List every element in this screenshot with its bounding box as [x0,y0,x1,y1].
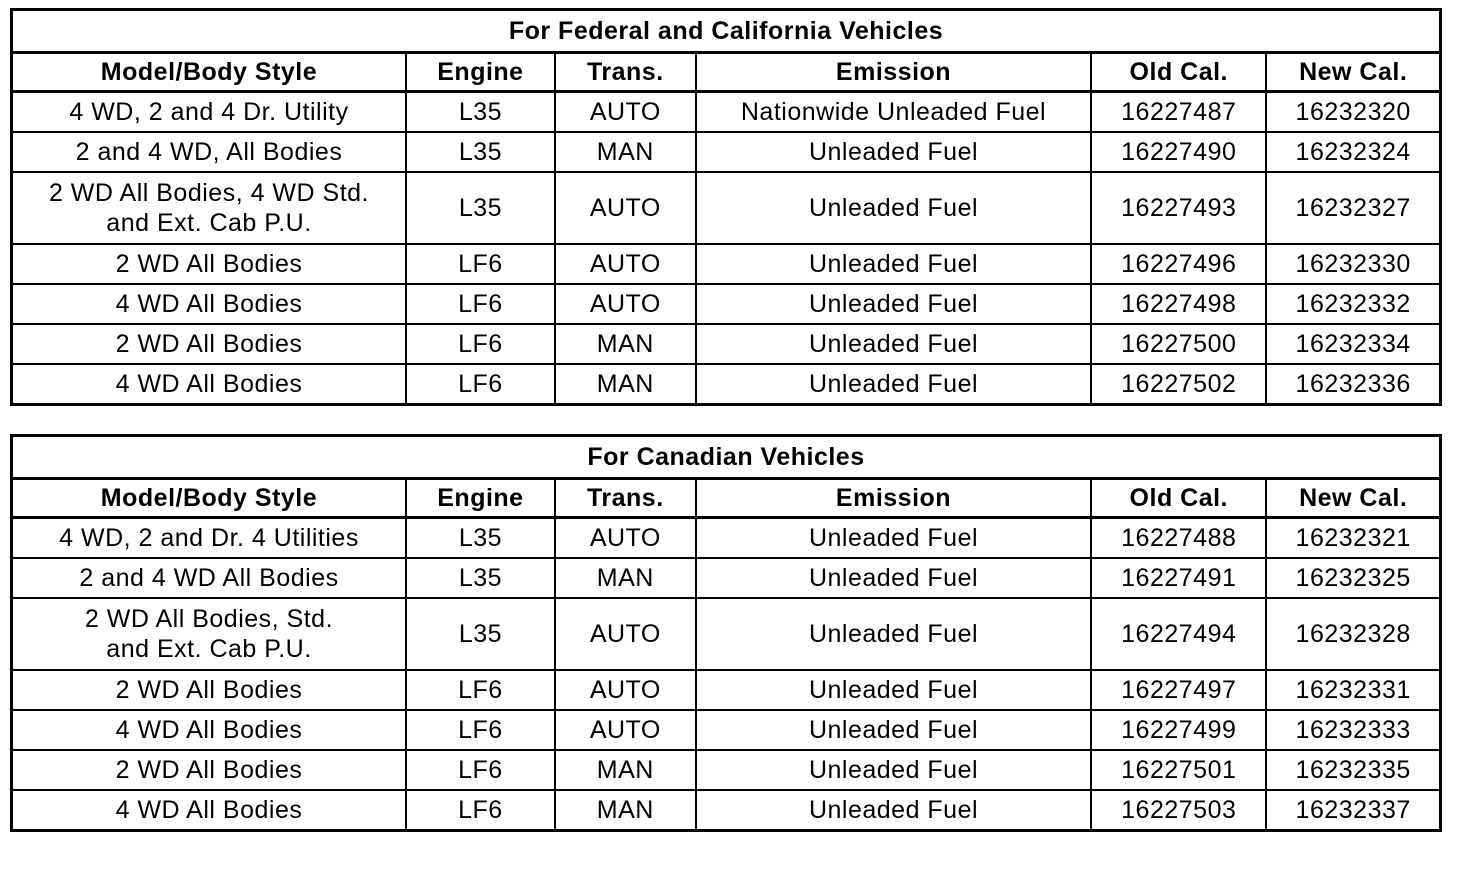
table-row [12,518,1441,559]
header-row [12,479,1441,518]
cell-model: 4 WD All Bodies [12,284,406,324]
column-header-emission: Emission [696,53,1091,92]
table-row [12,750,1441,790]
table-row [12,558,1441,598]
table-title: For Federal and California Vehicles [12,10,1441,53]
cell-model: 2 and 4 WD All Bodies [12,558,406,598]
table-row [12,172,1441,244]
cell-old-cal: 16227500 [1091,324,1266,364]
cell-trans: AUTO [555,710,696,750]
cell-emission: Nationwide Unleaded Fuel [696,92,1091,133]
table-title-row [12,436,1441,479]
cell-emission: Unleaded Fuel [696,598,1091,670]
column-header-new-cal: New Cal. [1266,53,1440,92]
cell-emission: Unleaded Fuel [696,132,1091,172]
cell-new-cal: 16232337 [1266,790,1440,831]
cell-model: 2 WD All Bodies [12,244,406,284]
column-header-emission: Emission [696,479,1091,518]
cell-engine: L35 [406,132,555,172]
cell-engine: L35 [406,558,555,598]
cell-new-cal: 16232328 [1266,598,1440,670]
cell-engine: LF6 [406,710,555,750]
column-header-model: Model/Body Style [12,479,406,518]
table-row [12,324,1441,364]
cell-engine: LF6 [406,750,555,790]
column-header-model: Model/Body Style [12,53,406,92]
cell-engine: LF6 [406,324,555,364]
cell-new-cal: 16232321 [1266,518,1440,559]
cell-new-cal: 16232327 [1266,172,1440,244]
table-row [12,790,1441,831]
table-row [12,244,1441,284]
cell-emission: Unleaded Fuel [696,284,1091,324]
cell-old-cal: 16227488 [1091,518,1266,559]
cell-model-line-1: 2 WD All Bodies, 4 WD Std. [48,179,369,207]
cell-model: 4 WD, 2 and Dr. 4 Utilities [12,518,406,559]
cell-old-cal: 16227498 [1091,284,1266,324]
cell-new-cal: 16232324 [1266,132,1440,172]
cell-emission: Unleaded Fuel [696,364,1091,405]
cell-old-cal: 16227497 [1091,670,1266,710]
cell-old-cal: 16227491 [1091,558,1266,598]
canadian-table [10,434,1442,832]
cell-new-cal: 16232332 [1266,284,1440,324]
cell-engine: LF6 [406,670,555,710]
cell-emission: Unleaded Fuel [696,324,1091,364]
cell-trans: MAN [555,132,696,172]
column-header-engine: Engine [406,479,555,518]
cell-old-cal: 16227494 [1091,598,1266,670]
cell-new-cal: 16232333 [1266,710,1440,750]
table-row [12,132,1441,172]
column-header-new-cal: New Cal. [1266,479,1440,518]
cell-old-cal: 16227502 [1091,364,1266,405]
table-title: For Canadian Vehicles [12,436,1441,479]
cell-new-cal: 16232330 [1266,244,1440,284]
cell-trans: AUTO [555,598,696,670]
cell-model-line-2: and Ext. Cab P.U. [106,209,312,237]
cell-model: 2 WD All Bodies [12,324,406,364]
cell-old-cal: 16227496 [1091,244,1266,284]
cell-trans: AUTO [555,284,696,324]
table-row [12,92,1441,133]
cell-trans: MAN [555,324,696,364]
cell-trans: AUTO [555,244,696,284]
table-row [12,284,1441,324]
cell-old-cal: 16227499 [1091,710,1266,750]
cell-emission: Unleaded Fuel [696,518,1091,559]
cell-emission: Unleaded Fuel [696,750,1091,790]
cell-engine: L35 [406,598,555,670]
cell-model [12,598,406,670]
cell-model: 2 and 4 WD, All Bodies [12,132,406,172]
cell-engine: L35 [406,518,555,559]
cell-model-line-1: 2 WD All Bodies, Std. [84,605,334,633]
cell-engine: LF6 [406,284,555,324]
table-row [12,598,1441,670]
cell-model: 2 WD All Bodies [12,670,406,710]
column-header-trans: Trans. [555,53,696,92]
cell-model: 4 WD All Bodies [12,710,406,750]
cell-emission: Unleaded Fuel [696,670,1091,710]
table-row [12,670,1441,710]
cell-model: 4 WD All Bodies [12,364,406,405]
cell-new-cal: 16232335 [1266,750,1440,790]
cell-trans: AUTO [555,92,696,133]
table-row [12,710,1441,750]
cell-new-cal: 16232331 [1266,670,1440,710]
cell-new-cal: 16232320 [1266,92,1440,133]
cell-new-cal: 16232334 [1266,324,1440,364]
cell-engine: LF6 [406,790,555,831]
cell-engine: L35 [406,92,555,133]
table-title-row [12,10,1441,53]
cell-new-cal: 16232325 [1266,558,1440,598]
cell-model: 4 WD, 2 and 4 Dr. Utility [12,92,406,133]
cell-emission: Unleaded Fuel [696,558,1091,598]
cell-model-line-2: and Ext. Cab P.U. [106,635,312,663]
cell-emission: Unleaded Fuel [696,244,1091,284]
cell-trans: MAN [555,750,696,790]
cell-model: 4 WD All Bodies [12,790,406,831]
cell-old-cal: 16227493 [1091,172,1266,244]
cell-old-cal: 16227487 [1091,92,1266,133]
cell-model [12,172,406,244]
table-row [12,364,1441,405]
cell-old-cal: 16227503 [1091,790,1266,831]
column-header-trans: Trans. [555,479,696,518]
cell-model: 2 WD All Bodies [12,750,406,790]
cell-trans: MAN [555,558,696,598]
cell-old-cal: 16227501 [1091,750,1266,790]
column-header-engine: Engine [406,53,555,92]
cell-old-cal: 16227490 [1091,132,1266,172]
cell-trans: MAN [555,364,696,405]
cell-new-cal: 16232336 [1266,364,1440,405]
cell-emission: Unleaded Fuel [696,172,1091,244]
cell-engine: LF6 [406,244,555,284]
header-row [12,53,1441,92]
cell-trans: MAN [555,790,696,831]
cell-trans: AUTO [555,518,696,559]
cell-trans: AUTO [555,670,696,710]
cell-engine: LF6 [406,364,555,405]
column-header-old-cal: Old Cal. [1091,53,1266,92]
cell-emission: Unleaded Fuel [696,710,1091,750]
column-header-old-cal: Old Cal. [1091,479,1266,518]
cell-emission: Unleaded Fuel [696,790,1091,831]
cell-trans: AUTO [555,172,696,244]
federal-california-table [10,8,1442,406]
cell-engine: L35 [406,172,555,244]
